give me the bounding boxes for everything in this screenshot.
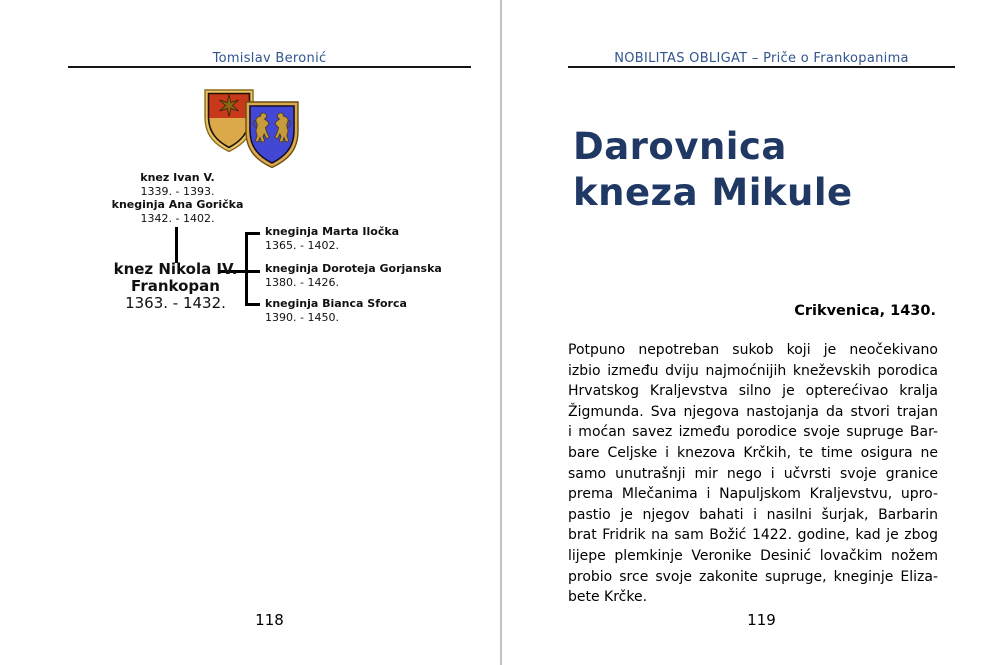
spouse-name: kneginja Doroteja Gorjanska bbox=[265, 262, 442, 275]
left-running-header: Tomislav Beronić bbox=[212, 51, 327, 66]
chapter-title-line1: Darovnica bbox=[573, 125, 787, 168]
tree-connector-parents bbox=[175, 227, 178, 263]
right-book-page bbox=[502, 0, 1000, 665]
right-header-rule bbox=[568, 66, 955, 68]
body-line: izbio između dviju najmoćnijih kneževskih porodica bbox=[568, 362, 938, 379]
body-line: i moćan savez između porodice svoje supruge Bar- bbox=[568, 424, 938, 441]
left-page-number: 118 bbox=[255, 611, 284, 629]
mother-name: kneginja Ana Gorička bbox=[111, 198, 244, 211]
chapter-body-paragraph bbox=[568, 340, 938, 608]
subject-name-line2: Frankopan bbox=[131, 277, 220, 295]
subject-dates: 1363. - 1432. bbox=[125, 294, 226, 312]
spouse-entry bbox=[265, 225, 399, 253]
body-line: probio srce svoje zakonite supruge, kneginje Eliza- bbox=[568, 568, 938, 585]
body-line: bete Krčke. bbox=[568, 589, 648, 606]
spouse-entry bbox=[265, 262, 442, 290]
father-name: knez Ivan V. bbox=[140, 171, 215, 184]
spouse-name: kneginja Marta Iločka bbox=[265, 225, 400, 238]
spouse-dates: 1380. - 1426. bbox=[265, 276, 339, 289]
chapter-dateline: Crikvenica, 1430. bbox=[794, 303, 936, 319]
body-line: prema Mlečanima i Napuljskom Kraljevstvu, upro- bbox=[568, 486, 938, 503]
frankopan-coats-of-arms bbox=[202, 87, 302, 171]
family-tree-parents bbox=[95, 171, 260, 225]
left-header-rule bbox=[68, 66, 471, 68]
lions-shield-icon bbox=[246, 102, 298, 168]
right-running-header: NOBILITAS OBLIGAT – Priče o Frankopanima bbox=[614, 51, 909, 66]
father-dates: 1339. - 1393. bbox=[140, 184, 215, 198]
body-line: bare Celjske i knezova Krčkih, te time osigura ne bbox=[568, 444, 938, 461]
body-line: pastio je njegov bahati i nasilni šurjak, Barbarin bbox=[568, 506, 938, 523]
body-line: Hrvatskog Kraljevstva silno je opterećivao kralja bbox=[568, 383, 938, 400]
body-line: lijepe plemkinje Veronike Desinić lovačkim nožem bbox=[568, 547, 938, 564]
spouse-dates: 1390. - 1450. bbox=[265, 311, 339, 324]
spouse-name: kneginja Bianca Sforca bbox=[265, 297, 407, 310]
spouse-entry bbox=[265, 297, 407, 325]
chapter-title bbox=[573, 124, 853, 216]
chapter-title-line2: kneza Mikule bbox=[573, 171, 853, 214]
body-line: Žigmunda. Sva njegova nastojanja da stvori trajan bbox=[568, 403, 938, 420]
spouse-dates: 1365. - 1402. bbox=[265, 239, 339, 252]
body-line: samo unutrašnji mir nego i učvrsti svoje granice bbox=[568, 465, 938, 482]
body-line: brat Fridrik na sam Božić 1422. godine, kad je zbog bbox=[568, 527, 938, 544]
family-tree-subject bbox=[83, 261, 268, 312]
mother-dates: 1342. - 1402. bbox=[140, 211, 215, 225]
tree-connector-tick bbox=[245, 232, 260, 235]
body-line: Potpuno nepotreban sukob koji je neočekivano bbox=[568, 342, 938, 358]
right-page-number: 119 bbox=[747, 611, 776, 629]
subject-name-line1: knez Nikola IV. bbox=[113, 260, 238, 278]
